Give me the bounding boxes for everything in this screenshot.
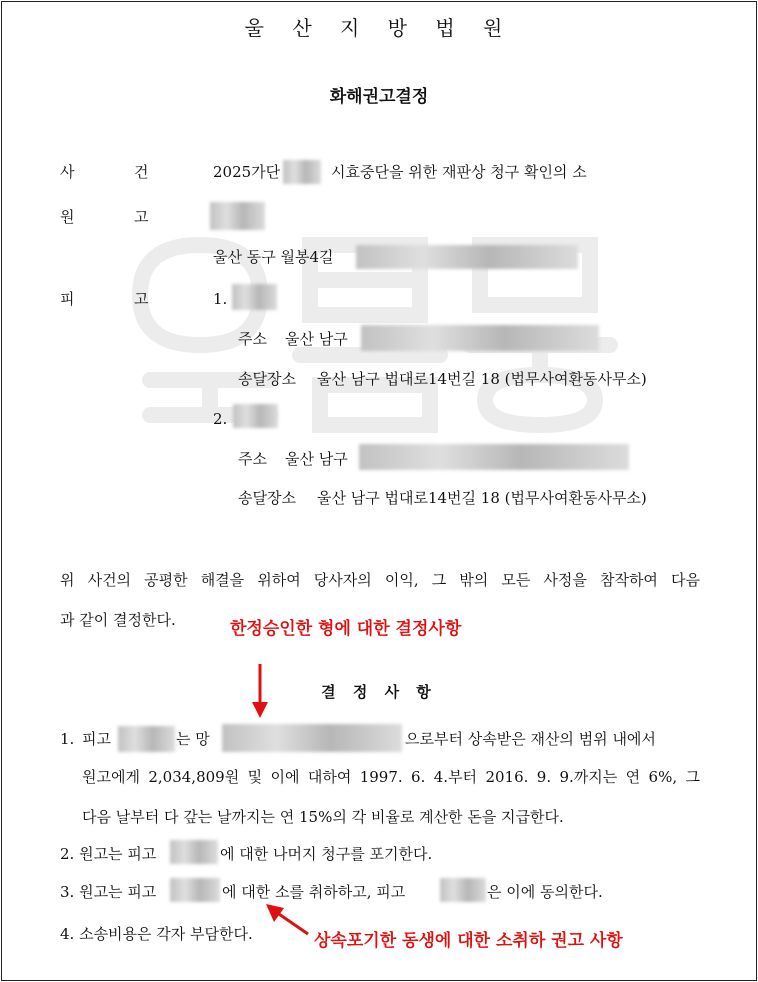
redacted-item1-defendant (118, 726, 175, 752)
intro-line-2: 과 같이 결정한다. (60, 611, 176, 629)
plaintiff-label-1: 원 (60, 208, 75, 226)
defendant-1-service-address: 울산 남구 법대로14번길 18 (법무사여환동사무소) (317, 370, 647, 388)
plaintiff-label-2: 고 (134, 208, 149, 226)
defendant-1-address: 울산 남구 (285, 330, 348, 348)
decision-title: 결 정 사 항 (321, 683, 437, 701)
redacted-defendant-2-address (359, 444, 629, 470)
item1-deceased-label: 는 망 (176, 730, 210, 748)
item1-text-a: 으로부터 상속받은 재산의 범위 내에서 (405, 730, 656, 748)
item3-text-c: 은 이에 동의한다. (487, 883, 603, 901)
case-label-2: 건 (134, 163, 149, 181)
item3-text-a: 3. 원고는 피고 (60, 883, 157, 901)
defendant-1-address-label: 주소 (238, 330, 267, 348)
defendant-2-service-address: 울산 남구 법대로14번길 18 (법무사여환동사무소) (317, 489, 647, 507)
court-name: 울 산 지 방 법 원 (244, 16, 514, 40)
document-title: 화해권고결정 (329, 87, 429, 107)
intro-line-1: 위 사건의 공평한 해결을 위하여 당사자의 이익, 그 밖의 모든 사정을 참작하여 다음 (60, 571, 700, 589)
case-title: 시효중단을 위한 재판상 청구 확인의 소 (331, 163, 587, 181)
item4-text: 4. 소송비용은 각자 부담한다. (60, 925, 253, 943)
case-label-1: 사 (60, 163, 75, 181)
arrow-up-left-icon (262, 900, 312, 940)
defendant-1-service-label: 송달장소 (238, 370, 296, 388)
case-number: 2025가단 (213, 163, 281, 181)
redacted-defendant-1-name (232, 284, 277, 310)
item3-text-b: 에 대한 소를 취하하고, 피고 (222, 883, 406, 901)
item1-number: 1. (60, 730, 75, 748)
redacted-item2-defendant (170, 840, 218, 864)
redacted-item3-defendant-1 (170, 878, 220, 902)
redacted-defendant-1-address (361, 325, 599, 351)
item1-text-c: 다음 날부터 다 갚는 날까지는 연 15%의 각 비율로 계산한 돈을 지급한다. (82, 808, 564, 826)
redacted-case-number (283, 160, 321, 184)
redacted-item1-deceased (222, 724, 402, 752)
defendant-label-1: 피 (60, 290, 75, 308)
defendant-2-address-label: 주소 (238, 450, 267, 468)
defendant-2-address: 울산 남구 (285, 450, 348, 468)
annotation-note-2: 상속포기한 동생에 대한 소취하 권고 사항 (314, 931, 623, 951)
item2-text-a: 2. 원고는 피고 (60, 845, 157, 863)
item1-text-b: 원고에게 2,034,809원 및 이에 대하여 1997. 6. 4.부터 2016. 9. 9.까지는 연 6%, 그 (82, 768, 700, 786)
defendant-2-service-label: 송달장소 (238, 489, 296, 507)
defendant-label-2: 고 (134, 290, 149, 308)
redacted-plaintiff-name (210, 202, 265, 230)
defendant-1-number: 1. (213, 290, 228, 308)
defendant-2-number: 2. (213, 410, 228, 428)
plaintiff-address: 울산 동구 월봉4길 (213, 248, 334, 266)
item2-text-b: 에 대한 나머지 청구를 포기한다. (220, 845, 433, 863)
redacted-item3-defendant-2 (440, 878, 486, 902)
annotation-note-1: 한정승인한 형에 대한 결정사항 (230, 619, 462, 639)
redacted-plaintiff-address (356, 245, 578, 269)
item1-defendant-label: 피고 (82, 730, 111, 748)
redacted-defendant-2-name (233, 404, 278, 428)
